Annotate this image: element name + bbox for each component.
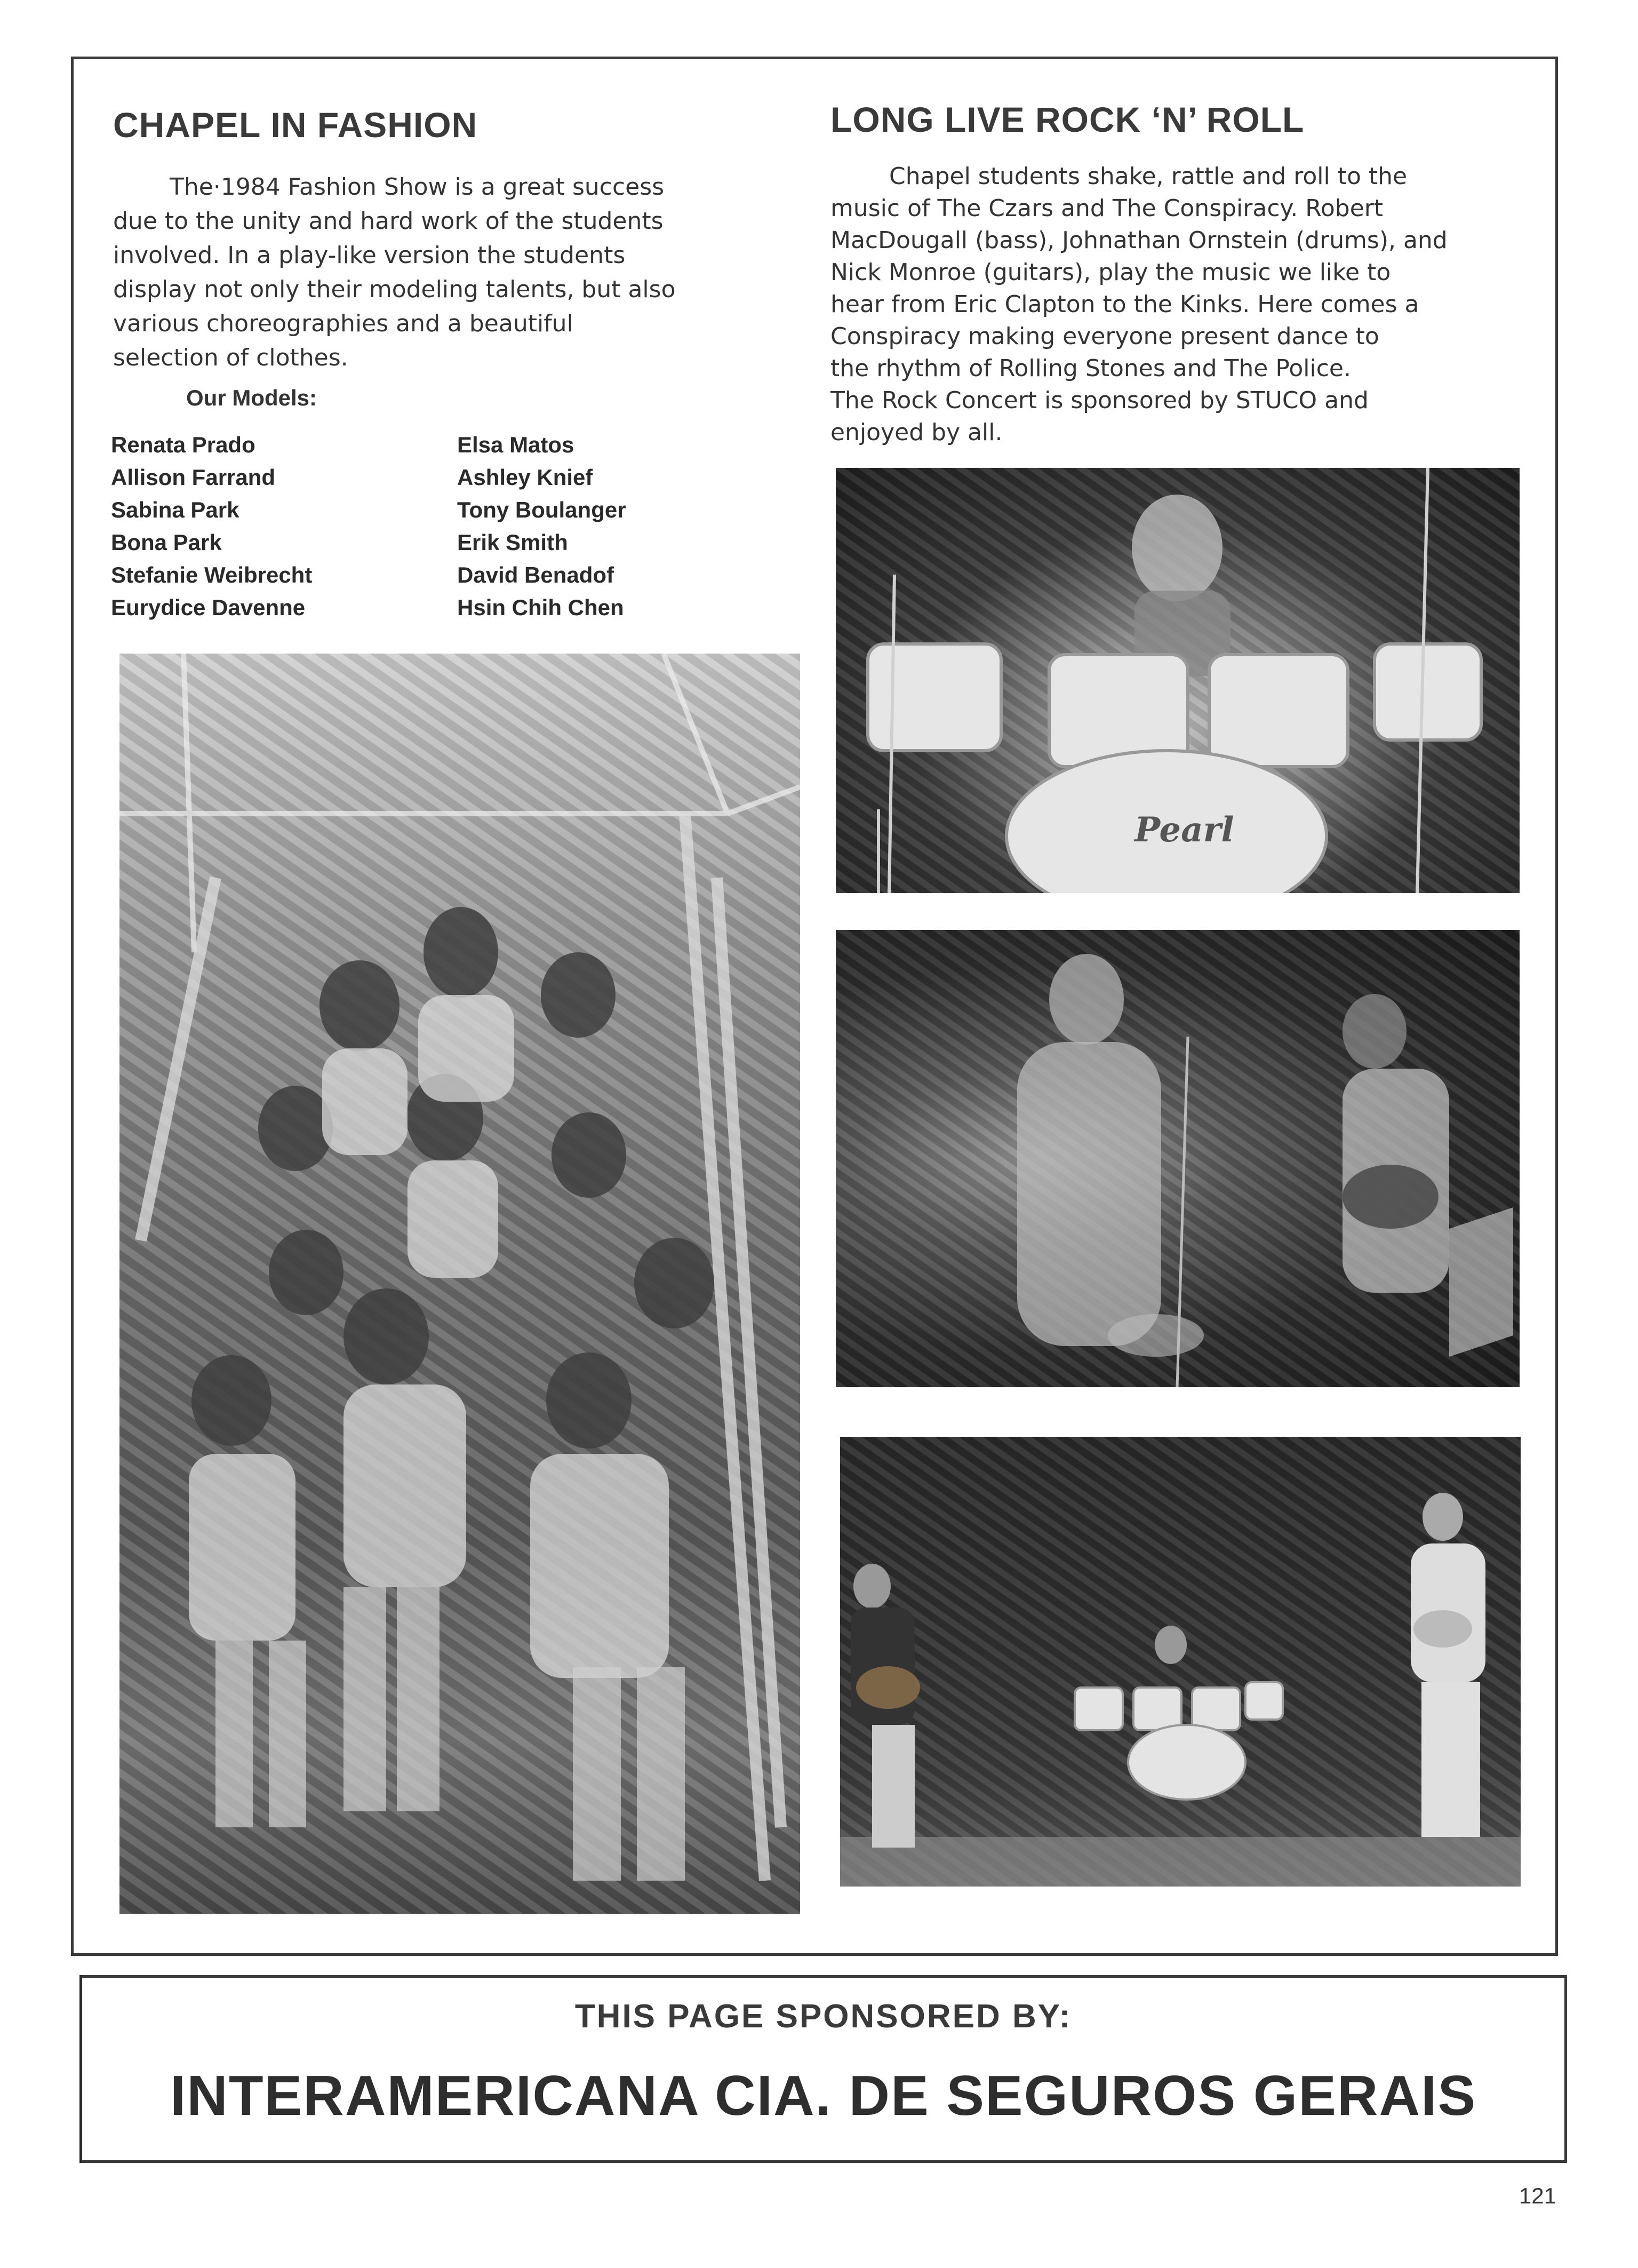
fashion-line: various choreographies and a beautiful: [113, 310, 573, 337]
page-number: 121: [1519, 2183, 1556, 2208]
fashion-line: display not only their modeling talents, but also: [113, 276, 676, 303]
rock-line: music of The Czars and The Conspiracy. Robert: [830, 195, 1384, 222]
rock-line: Nick Monroe (guitars), play the music we like to: [830, 259, 1391, 286]
model-name: Elsa Matos: [457, 432, 574, 457]
model-name: Renata Prado: [111, 432, 255, 457]
rock-line: hear from Eric Clapton to the Kinks. Here comes a: [830, 291, 1419, 318]
fashion-photo-illustration: [119, 654, 800, 1914]
fashion-group-photo: [119, 654, 800, 1914]
fashion-line: involved. In a play-like version the students: [113, 242, 626, 269]
rock-heading: LONG LIVE ROCK ‘N’ ROLL: [830, 100, 1305, 139]
fashion-line: The·1984 Fashion Show is a great success: [170, 173, 665, 201]
rock-line: Chapel students shake, rattle and roll to the: [889, 163, 1408, 190]
fashion-line: selection of clothes.: [113, 344, 348, 371]
model-name: Allison Farrand: [111, 465, 276, 490]
singer-photo: [836, 930, 1520, 1387]
model-name: Stefanie Weibrecht: [111, 562, 313, 587]
band-photo-illustration: [840, 1437, 1521, 1887]
model-name: Bona Park: [111, 530, 222, 555]
rock-line: the rhythm of Rolling Stones and The Police.: [830, 355, 1351, 382]
model-name: Tony Boulanger: [457, 497, 626, 522]
rock-line: MacDougall (bass), Johnathan Ornstein (drums), and: [830, 227, 1448, 254]
rock-line: enjoyed by all.: [830, 419, 1003, 446]
band-on-stage-photo: [840, 1437, 1521, 1887]
models-list-left: [111, 428, 312, 624]
model-name: Hsin Chih Chen: [457, 595, 624, 620]
model-name: Eurydice Davenne: [111, 595, 306, 620]
rock-line: The Rock Concert is sponsored by STUCO and: [830, 387, 1369, 414]
sponsor-label: THIS PAGE SPONSORED BY:: [574, 1998, 1072, 2035]
models-list-right: [457, 428, 626, 624]
drum-brand-logo: Pearl: [1134, 810, 1234, 850]
model-name: David Benadof: [457, 562, 614, 587]
drummer-photo: [836, 468, 1520, 893]
models-title: Our Models:: [186, 385, 317, 410]
fashion-heading: CHAPEL IN FASHION: [113, 105, 478, 145]
singer-photo-illustration: [836, 930, 1520, 1387]
fashion-line: due to the unity and hard work of the students: [113, 208, 664, 235]
rock-line: Conspiracy making everyone present dance to: [830, 323, 1379, 350]
sponsor-name: INTERAMERICANA CIA. DE SEGUROS GERAIS: [170, 2064, 1477, 2127]
model-name: Erik Smith: [457, 530, 568, 555]
model-name: Sabina Park: [111, 497, 239, 522]
model-name: Ashley Knief: [457, 465, 593, 490]
drummer-photo-illustration: [836, 468, 1520, 893]
